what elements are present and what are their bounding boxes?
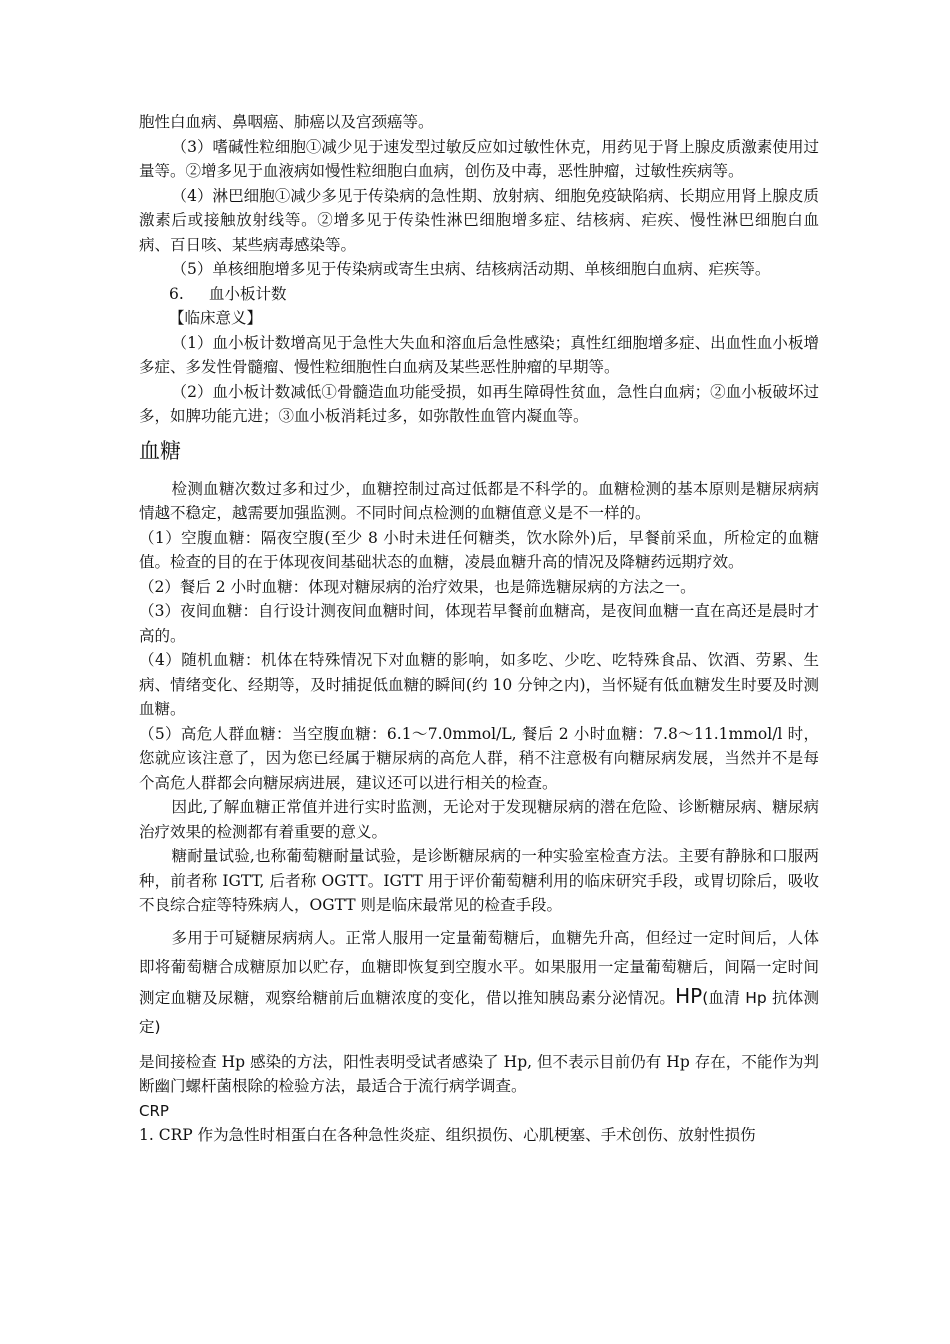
paragraph: 是间接检查 Hp 感染的方法，阳性表明受试者感染了 Hp, 但不表示目前仍有 Hp 存在，不能作为判断幽门螺杆菌根除的检验方法，最适合于流行病学调查。 [139, 1052, 819, 1095]
paragraph: （4）淋巴细胞①减少多见于传染病的急性期、放射病、细胞免疫缺陷病、长期应用肾上腺皮质激素后或接触放射线等。②增多见于传染性淋巴细胞增多症、结核病、疟疾、慢性淋巴细胞白血病、百日咳、某些病毒感染等。 [139, 186, 819, 254]
paragraph: 检测血糖次数过多和过少，血糖控制过高过低都是不科学的。血糖检测的基本原则是糖尿病病情越不稳定，越需要加强监测。不同时间点检测的血糖值意义是不一样的。 [139, 479, 819, 522]
list-item: 1. CRP 作为急性时相蛋白在各种急性炎症、组织损伤、心肌梗塞、手术创伤、放射性损伤 [139, 1126, 756, 1144]
section-heading: 血糖 [139, 438, 181, 463]
item-text: 血小板计数 [209, 284, 287, 303]
paragraph: 胞性白血病、鼻咽癌、肺癌以及宫颈癌等。 [139, 113, 434, 131]
paragraph: （5）单核细胞增多见于传染病或寄生虫病、结核病活动期、单核细胞白血病、疟疾等。 [171, 260, 771, 278]
paragraph: （3）嗜碱性粒细胞①减少见于速发型过敏反应如过敏性休克，用药见于肾上腺皮质激素使用过量等。②增多见于血液病如慢性粒细胞白血病，创伤及中毒，恶性肿瘤，过敏性疾病等。 [139, 137, 819, 180]
paragraph-text: 多用于可疑糖尿病病人。正常人服用一定量葡萄糖后，血糖先升高，但经过一定时间后，人体即将葡萄糖合成糖原加以贮存，血糖即恢复到空腹水平。如果服用一定量葡萄糖后，间隔一定时间测定血糖及尿糖，观察给糖前后血糖浓度的变化，借以推知胰岛素分泌情况。 [139, 928, 819, 1007]
paragraph: 因此,了解血糖正常值并进行实时监测，无论对于发现糖尿病的潜在危险、诊断糖尿病、糖尿病治疗效果的检测都有着重要的意义。 [139, 798, 819, 841]
paragraph: 糖耐量试验,也称葡萄糖耐量试验，是诊断糖尿病的一种实验室检查方法。主要有静脉和口服两种，前者称 IGTT, 后者称 OGTT。IGTT 用于评价葡萄糖利用的临床研究手段，或胃切除后，吸收不良综合症等特殊病人，OGTT 则是临床最常见的检查手段。 [139, 847, 819, 914]
hp-heading: HP [675, 983, 703, 1008]
numbered-item [139, 282, 819, 307]
paragraph: （3）夜间血糖：自行设计测夜间血糖时间，体现若早餐前血糖高，是夜间血糖一直在高还是晨时才高的。 [139, 602, 819, 645]
hp-subheading: (血清 Hp 抗体测定) [139, 988, 819, 1036]
paragraph: （2）餐后 2 小时血糖：体现对糖尿病的治疗效果，也是筛选糖尿病的方法之一。 [139, 577, 696, 596]
paragraph: （5）高危人群血糖：当空腹血糖：6.1～7.0mmol/L, 餐后 2 小时血糖：7.8～11.1mmol/l 时，您就应该注意了，因为您已经属于糖尿病的高危人群，稍不注意极有向糖尿病发展，当然并不是每个高危人群都会向糖尿病进展，建议还可以进行相关的检查。 [139, 724, 819, 792]
paragraph [139, 924, 819, 1042]
section-label: 【临床意义】 [169, 309, 263, 327]
paragraph: （1）空腹血糖：隔夜空腹(至少 8 小时未进任何糖类，饮水除外)后，早餐前采血，所检定的血糖值。检查的目的在于体现夜间基础状态的血糖，凌晨血糖升高的情况及降糖药远期疗效。 [139, 528, 819, 571]
document-body [139, 110, 819, 1148]
crp-heading: CRP [139, 1101, 169, 1120]
paragraph: （1）血小板计数增高见于急性大失血和溶血后急性感染；真性红细胞增多症、出血性血小板增多症、多发性骨髓瘤、慢性粒细胞性白血病及某些恶性肿瘤的早期等。 [139, 333, 819, 376]
item-number: 6. [169, 284, 184, 303]
paragraph: （2）血小板计数减低①骨髓造血功能受损，如再生障碍性贫血，急性白血病；②血小板破坏过多，如脾功能亢进；③血小板消耗过多，如弥散性血管内凝血等。 [139, 382, 819, 425]
paragraph: （4）随机血糖：机体在特殊情况下对血糖的影响，如多吃、少吃、吃特殊食品、饮酒、劳累、生病、情绪变化、经期等，及时捕捉低血糖的瞬间(约 10 分钟之内)，当怀疑有低血糖发生时要及时测血糖。 [139, 651, 819, 718]
